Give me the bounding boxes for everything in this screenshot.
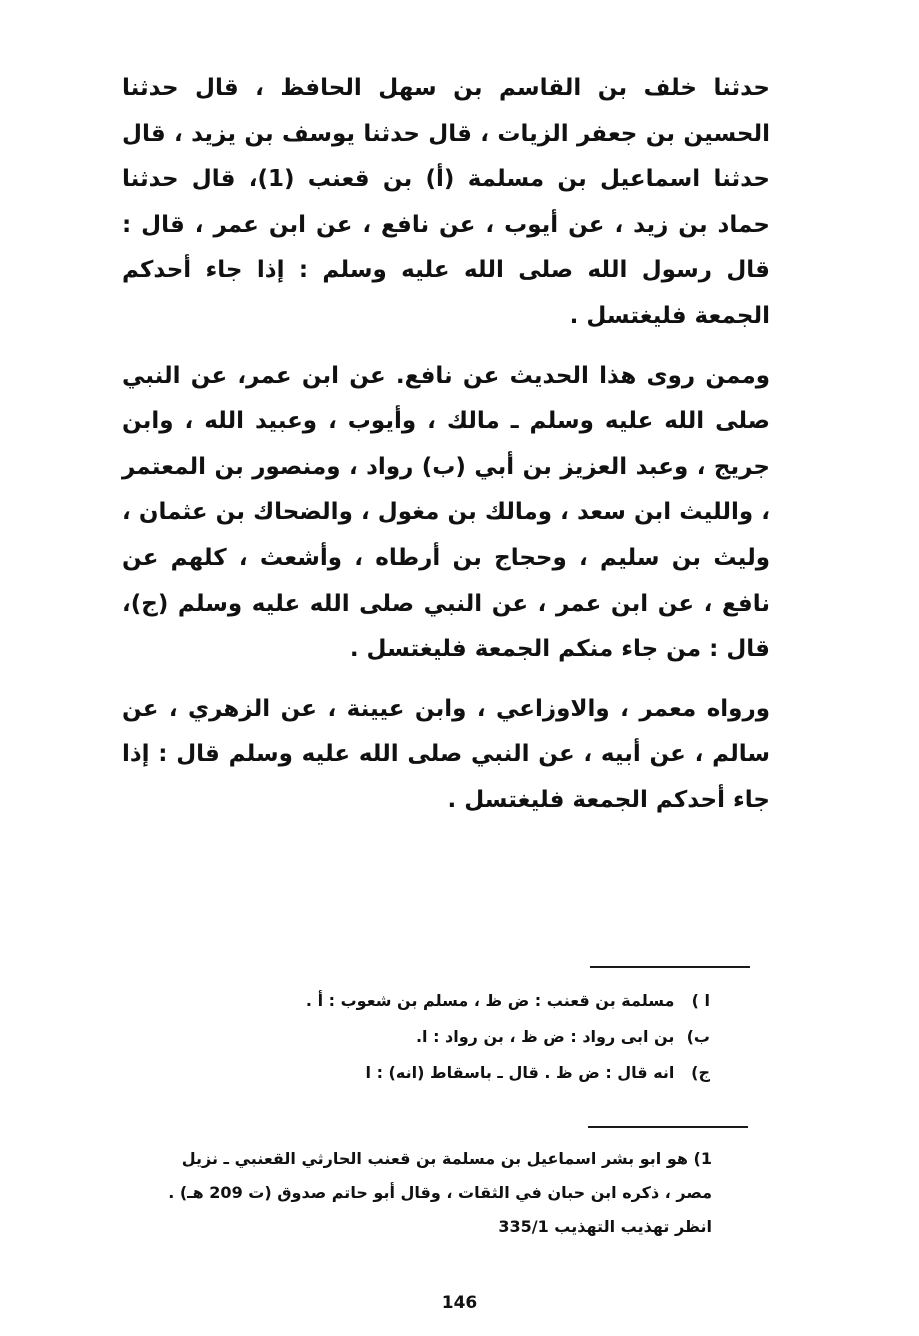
variants-divider: [590, 966, 750, 968]
paragraph-2: وممن روى هذا الحديث عن نافع. عن ابن عمر، عن النبي صلى الله عليه وسلم ـ مالك ، وأيوب ، وعبيد الله ، وابن جريج ، وعبد العزيز بن أبي (ب) رواد ، ومنصور بن المعتمر ، والليث ابن سعد ، ومالك بن مغول ، والضحاك بن عثمان ، وليث بن سليم ، وحجاج بن أرطاه ، وأشعث ، كلهم عن نافع ، عن ابن عمر ، عن النبي صلى الله عليه وسلم (ج)، قال : من جاء منكم الجمعة فليغتسل .: [122, 362, 770, 663]
variant-mark: ب): [686, 1027, 710, 1046]
variant-mark: ا ): [691, 991, 710, 1010]
page-number: 146: [441, 1293, 478, 1313]
variant-note: [240, 1019, 710, 1055]
footnote-line: انظر تهذيب التهذيب 335/1: [498, 1217, 712, 1236]
paragraph-3: ورواه معمر ، والاوزاعي ، وابن عيينة ، عن الزهري ، عن سالم ، عن أبيه ، عن النبي صلى الله عليه وسلم قال : إذا جاء أحدكم الجمعة فليغتسل .: [122, 695, 770, 813]
main-text: [122, 66, 770, 824]
variant-mark: ج): [691, 1063, 710, 1082]
variant-notes: [240, 983, 710, 1091]
variant-text: مسلمة بن قعنب : ض ظ ، مسلم بن شعوب : أ .: [305, 991, 675, 1010]
paragraph-1: حدثنا خلف بن القاسم بن سهل الحافظ ، قال حدثنا الحسين بن جعفر الزيات ، قال حدثنا يوسف بن يزيد ، قال حدثنا اسماعيل بن مسلمة (أ) بن قعنب (1)، قال حدثنا حماد بن زيد ، عن أيوب ، عن نافع ، عن ابن عمر ، قال : قال رسول الله صلى الله عليه وسلم : إذا جاء أحدكم الجمعة فليغتسل .: [122, 75, 770, 329]
footnote-line: مصر ، ذكره ابن حبان في الثقات ، وقال أبو حاتم صدوق (ت 209 هـ) .: [168, 1183, 712, 1202]
variant-text: بن ابى رواد : ض ظ ، بن رواد : ا.: [415, 1027, 675, 1046]
variant-text: انه قال : ض ظ . قال ـ باسقاط (انه) : ا: [365, 1063, 675, 1082]
footnote-line: 1) هو ابو بشر اسماعيل بن مسلمة بن قعنب الحارثي القعنبي ـ نزيل: [181, 1149, 712, 1168]
variant-note: [240, 983, 710, 1019]
variant-note: [240, 1055, 710, 1091]
footnotes: [118, 1142, 712, 1244]
footnotes-divider: [588, 1126, 748, 1128]
